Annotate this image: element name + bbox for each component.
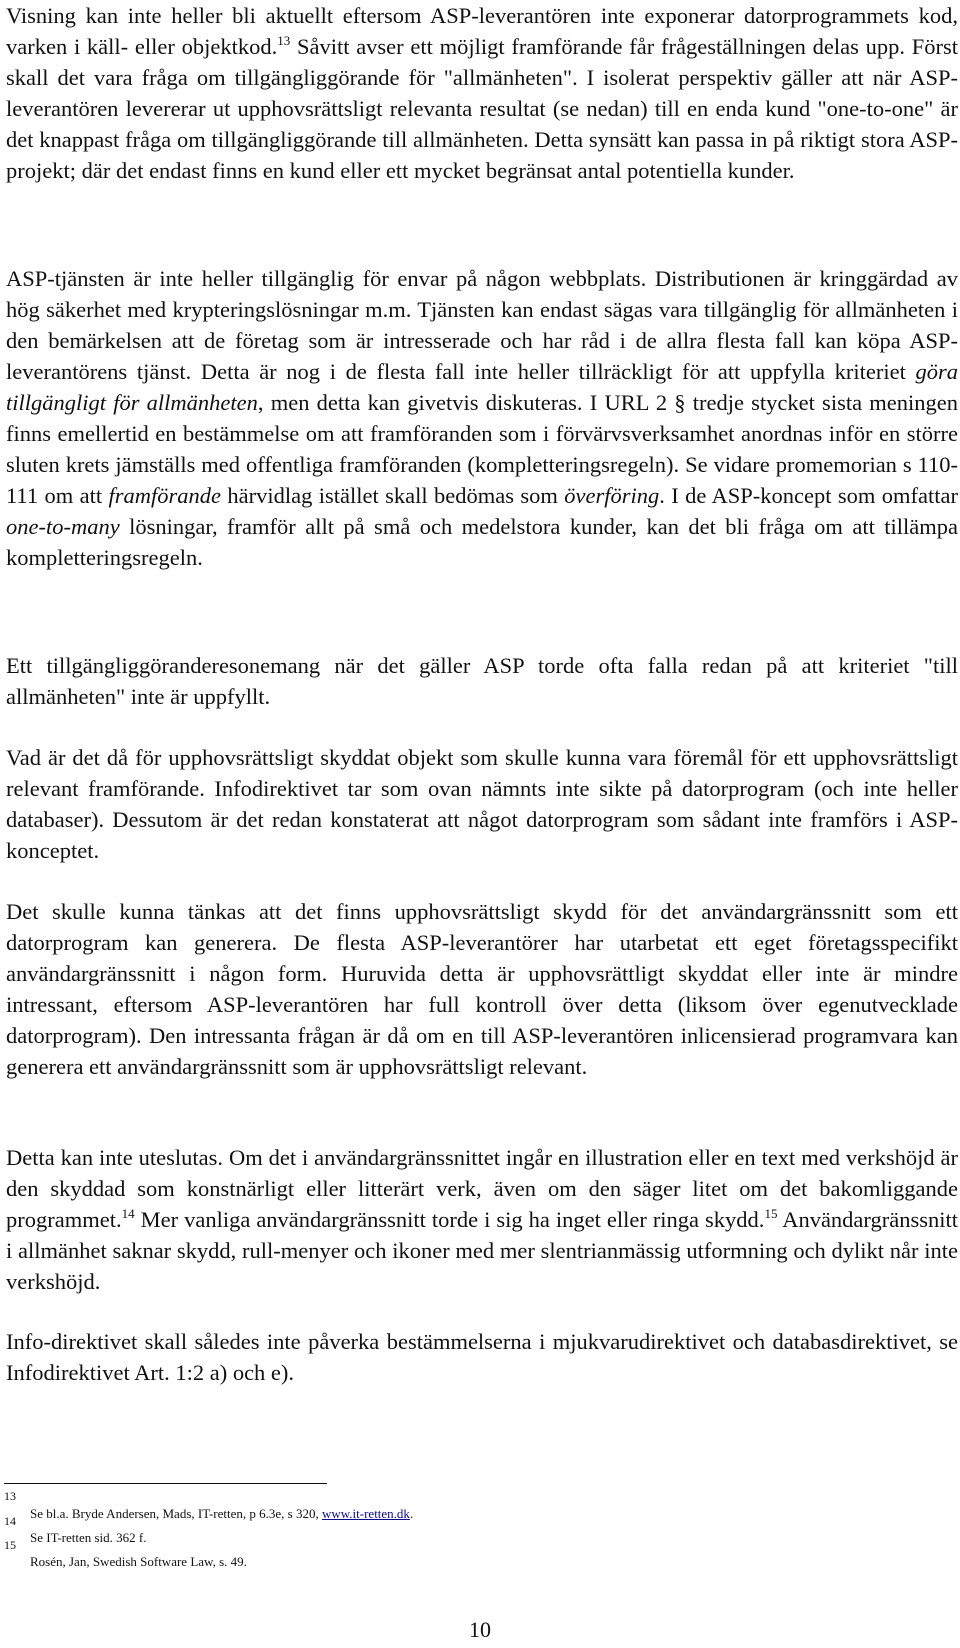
paragraph-7: Info-direktivet skall således inte påverka bestämmelserna i mjukvarudirektivet och databasdirektivet, se Infodirektivet Art. 1:2 a) och e).: [6, 1329, 958, 1385]
paragraph-2-text-cont: . I de ASP-koncept som omfattar: [659, 483, 959, 508]
paragraph-6-text: Detta kan inte uteslutas. Om det i användargränssnittet ingår en illustration eller en text med verkshöjd är den skyddad som konstnärligt eller litterärt verk, även om den säger litet om det bakomliggande programmet.: [6, 1145, 958, 1232]
paragraph-2-emphasis: göra tillgängligt för allmänheten: [6, 359, 958, 415]
footnote-ref-13[interactable]: 13: [277, 32, 291, 48]
paragraph-1: [6, 0, 958, 186]
paragraph-4: Vad är det då för upphovsrättsligt skyddat objekt som skulle kunna vara föremål för ett upphovsrättsligt relevant framförande. Infodirektivet tar som ovan nämnts inte sikte på datorprogram (och inte heller databaser). Dessutom är det redan konstaterat att något datorprogram som sådant inte framförs i ASP-konceptet.: [6, 745, 958, 863]
paragraph-1-text: Visning kan inte heller bli aktuellt eftersom ASP-leverantören inte exponerar datorprogrammets kod, varken i käll- eller objektkod.: [6, 3, 958, 59]
paragraph-2-emphasis: överföring: [564, 483, 660, 508]
footnote-number: 15: [4, 1538, 16, 1552]
paragraph-3: Ett tillgängliggöranderesonemang när det gäller ASP torde ofta falla redan på att kriteriet "till allmänheten" inte är uppfyllt.: [6, 653, 958, 709]
paragraph-2-text-cont: , men detta kan givetvis diskuteras. I URL 2 § tredje stycket sista meningen finns emellertid en bestämmelse om att framföranden som i förvärvsverksamhet anordnas inför en större sluten krets jämställs med offentliga framföranden (kompletteringsregeln). Se vidare promemorian s 110-111 om att: [6, 390, 958, 508]
footnote-15: Rosén, Jan, Swedish Software Law, s. 49.: [30, 1554, 247, 1569]
page-number: 10: [469, 1617, 491, 1642]
paragraph-6: [6, 1142, 958, 1297]
paragraph-1-text-cont: Såvitt avser ett möjligt framförande får frågeställningen delas upp. Först skall det vara fråga om tillgängliggörande för "allmänheten". I isolerat perspektiv gäller att när ASP-leverantören levererar ut upphovsrättsligt relevanta resultat (se nedan) till en enda kund "one-to-one" är det knappast fråga om tillgängliggörande till allmänheten. Detta synsätt kan passa in på riktigt stora ASP-projekt; där det endast finns en kund eller ett mycket begränsat antal potentiella kunder.: [6, 34, 958, 183]
paragraph-2-text-cont: härvidlag istället skall bedömas som: [220, 483, 565, 508]
footnote-text: Se bl.a. Bryde Andersen, Mads, IT-retten, p 6.3e, s 320,: [30, 1506, 322, 1521]
paragraph-2-text-cont: lösningar, framför allt på små och medelstora kunder, kan det bli fråga om att tillämpa kompletteringsregeln.: [6, 514, 958, 570]
footnote-ref-15[interactable]: 15: [764, 1205, 778, 1221]
footnote-link[interactable]: www.it-retten.dk: [321, 1506, 410, 1521]
paragraph-6-text-cont: Mer vanliga användargränssnitt torde i sig ha inget eller ringa skydd.: [134, 1207, 765, 1232]
footnote-number: 13: [4, 1489, 16, 1503]
footnote-13: [30, 1506, 413, 1521]
footnote-14: Se IT-retten sid. 362 f.: [30, 1530, 147, 1545]
footnote-ref-14[interactable]: 14: [121, 1205, 135, 1221]
footnote-text: .: [409, 1506, 414, 1521]
footnote-number: 14: [4, 1514, 16, 1528]
paragraph-6-text-cont: Användargränssnitt i allmänhet saknar skydd, rull-menyer och ikoner med mer slentrianmässig utformning och dylikt når inte verkshöjd.: [6, 1207, 959, 1294]
paragraph-5: Det skulle kunna tänkas att det finns upphovsrättsligt skydd för det användargränssnitt som ett datorprogram kan generera. De flesta ASP-leverantörer har utarbetat ett eget företagsspecifikt användargränssnitt i någon form. Huruvida detta är upphovsrättligt skyddat eller inte är mindre intressant, eftersom ASP-leverantören har full kontroll över detta (liksom över egenutvecklade datorprogram). Den intressanta frågan är då om en till ASP-leverantören inlicensierad programvara kan generera ett användargränssnitt som är upphovsrättsligt relevant.: [6, 899, 958, 1079]
paragraph-2: [6, 263, 958, 573]
paragraph-2-text: ASP-tjänsten är inte heller tillgänglig för envar på någon webbplats. Distributionen är kringgärdad av hög säkerhet med krypteringslösningar m.m. Tjänsten kan endast sägas vara tillgänglig för allmänheten i den bemärkelsen att de företag som är intresserade och har råd i de allra flesta fall kan köpa ASP-leverantörens tjänst. Detta är nog i de flesta fall inte heller tillräckligt för att uppfylla kriteriet: [6, 266, 958, 384]
paragraph-2-emphasis: framförande: [108, 483, 221, 508]
footnote-separator: [4, 1483, 327, 1484]
paragraph-2-emphasis: one-to-many: [6, 514, 120, 539]
